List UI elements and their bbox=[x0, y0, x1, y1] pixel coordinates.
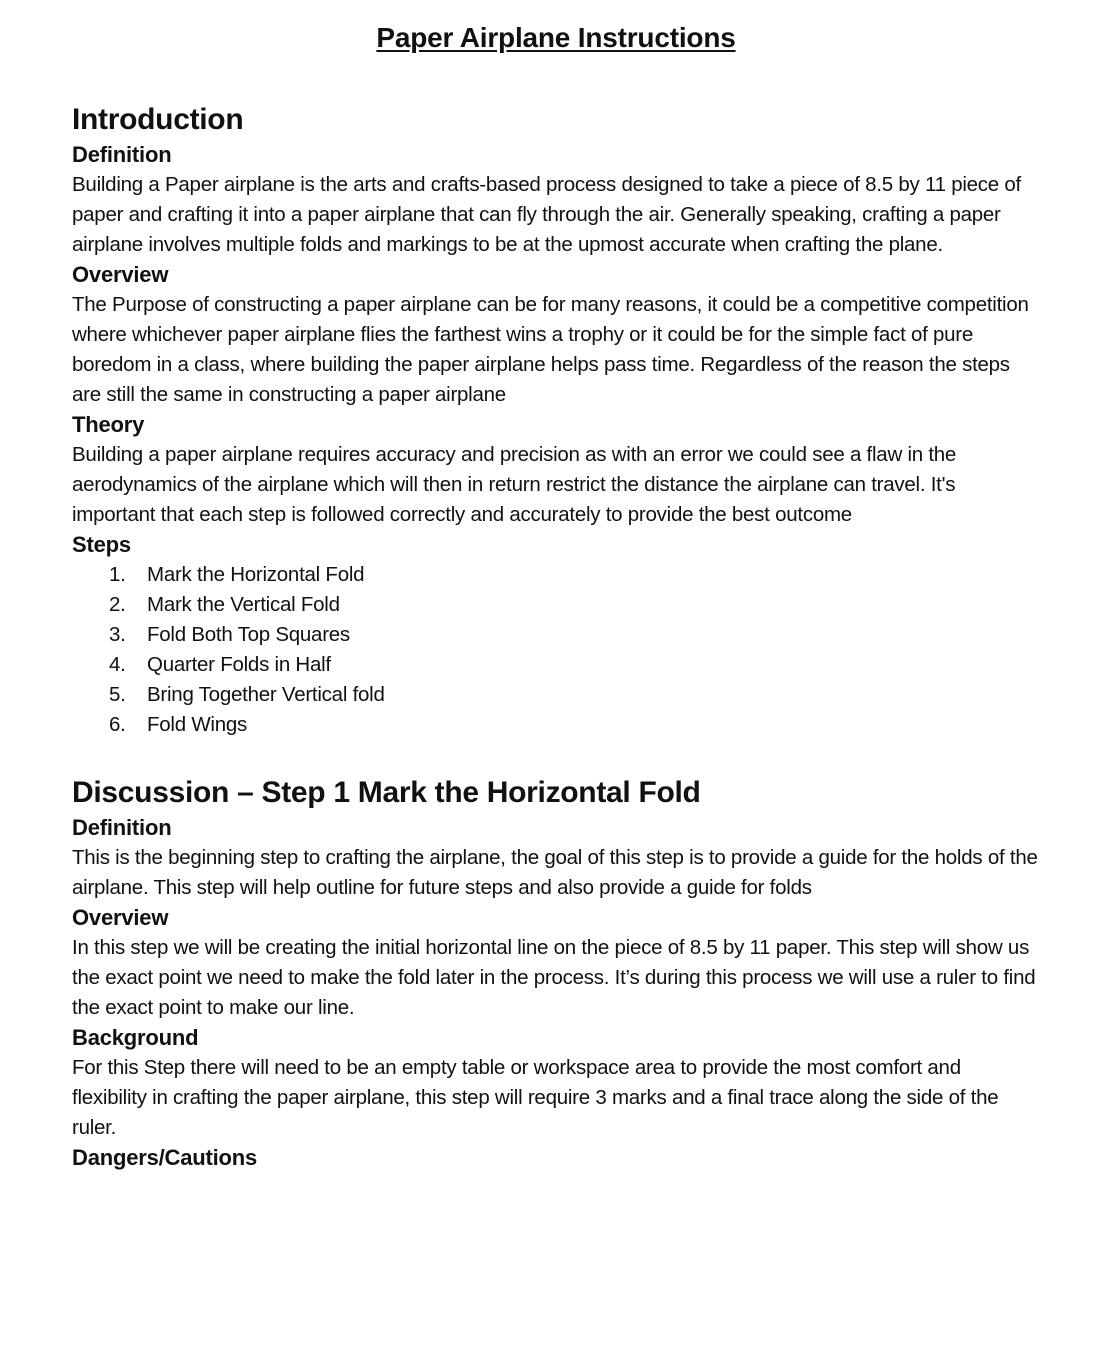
step-number: 3. bbox=[109, 623, 126, 646]
step-label: Bring Together Vertical fold bbox=[147, 683, 385, 706]
document-page bbox=[72, 18, 1040, 1173]
intro-theory-heading: Theory bbox=[72, 412, 145, 437]
intro-definition-heading: Definition bbox=[72, 142, 172, 167]
discussion-definition-heading: Definition bbox=[72, 815, 172, 840]
intro-overview-heading: Overview bbox=[72, 262, 169, 287]
step-label: Mark the Horizontal Fold bbox=[147, 563, 365, 586]
intro-overview-text: The Purpose of constructing a paper airplane can be for many reasons, it could be a competitive competition where whichever paper airplane flies the farthest wins a trophy or it could be for the simple fact of pure boredom in a class, where building the paper airplane helps pass time. Regardless of the reason the steps are still the same in constructing a paper airplane bbox=[72, 293, 1029, 406]
document-title: Paper Airplane Instructions bbox=[376, 22, 736, 53]
step-label: Fold Both Top Squares bbox=[147, 623, 350, 646]
list-item bbox=[109, 650, 1040, 680]
introduction-section bbox=[72, 100, 1040, 740]
list-item bbox=[109, 680, 1040, 710]
list-item bbox=[109, 590, 1040, 620]
list-item bbox=[109, 710, 1040, 740]
step-number: 6. bbox=[109, 713, 126, 736]
discussion-dangers-heading: Dangers/Cautions bbox=[72, 1145, 258, 1170]
discussion-background-heading: Background bbox=[72, 1025, 199, 1050]
discussion-heading: Discussion – Step 1 Mark the Horizontal Fold bbox=[72, 776, 701, 809]
discussion-background-text: For this Step there will need to be an empty table or workspace area to provide the most comfort and flexibility in crafting the paper airplane, this step will require 3 marks and a final trace along the side of the ruler. bbox=[72, 1056, 999, 1139]
steps-list bbox=[72, 560, 1040, 740]
step-label: Quarter Folds in Half bbox=[147, 653, 331, 676]
step-label: Fold Wings bbox=[147, 713, 248, 736]
step-number: 4. bbox=[109, 653, 126, 676]
discussion-definition-text: This is the beginning step to crafting the airplane, the goal of this step is to provide a guide for the holds of the airplane. This step will help outline for future steps and also provide a guide for folds bbox=[72, 846, 1038, 899]
discussion-section bbox=[72, 773, 1040, 1173]
intro-theory-text: Building a paper airplane requires accuracy and precision as with an error we could see a flaw in the aerodynamics of the airplane which will then in return restrict the distance the airplane can travel. It's important that each step is followed correctly and accurately to provide the best outcome bbox=[72, 443, 957, 526]
intro-steps-heading: Steps bbox=[72, 532, 131, 557]
step-label: Mark the Vertical Fold bbox=[147, 593, 340, 616]
list-item bbox=[109, 560, 1040, 590]
discussion-overview-text: In this step we will be creating the initial horizontal line on the piece of 8.5 by 11 paper. This step will show us the exact point we need to make the fold later in the process. It’s during this process we will use a ruler to find the exact point to make our line. bbox=[72, 936, 1036, 1019]
list-item bbox=[109, 620, 1040, 650]
discussion-overview-heading: Overview bbox=[72, 905, 169, 930]
intro-definition-text: Building a Paper airplane is the arts and crafts-based process designed to take a piece of 8.5 by 11 piece of paper and crafting it into a paper airplane that can fly through the air. Generally speaking, crafting a paper airplane involves multiple folds and markings to be at the upmost accurate when crafting the plane. bbox=[72, 173, 1022, 256]
step-number: 5. bbox=[109, 683, 126, 706]
step-number: 1. bbox=[109, 563, 126, 586]
step-number: 2. bbox=[109, 593, 126, 616]
introduction-heading: Introduction bbox=[72, 103, 244, 136]
